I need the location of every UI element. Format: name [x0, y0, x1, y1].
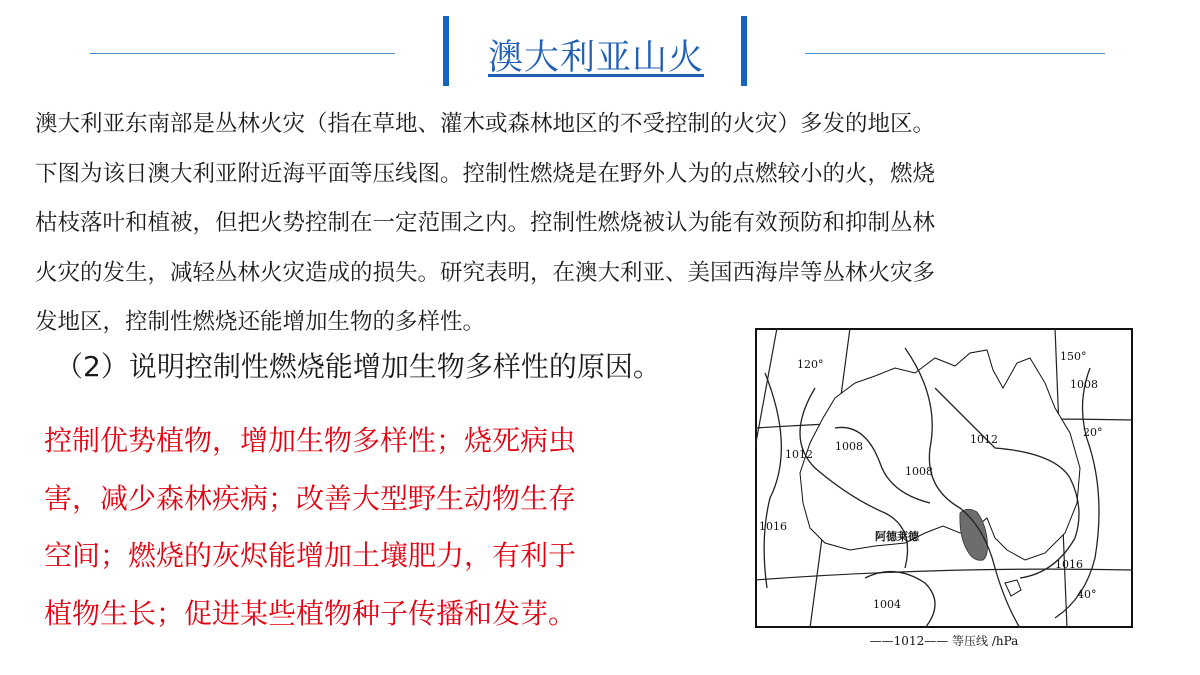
- label-lon-150: 150°: [1060, 350, 1087, 363]
- label-isobar-1008: 1008: [835, 440, 863, 453]
- label-isobar-1012: 1012: [785, 448, 813, 461]
- isobar-map-svg: [755, 328, 1133, 628]
- intro-line: 火灾的发生，减轻丛林火灾造成的损失。研究表明，在澳大利亚、美国西海岸等丛林火灾多: [35, 259, 936, 286]
- answer-line: 植物生长；促进某些植物种子传播和发芽。: [44, 596, 577, 630]
- label-lat-20: 20°: [1083, 426, 1103, 439]
- intro-line: 枯枝落叶和植被，但把火势控制在一定范围之内。控制性燃烧被认为能有效预防和抑制丛林: [35, 210, 936, 236]
- intro-line: 下图为该日澳大利亚附近海平面等压线图。控制性燃烧是在野外人为的点燃较小的火，燃烧: [35, 160, 936, 187]
- title-rule-right: [805, 53, 1105, 54]
- label-city-adelaide: 阿德莱德: [875, 530, 919, 543]
- title-bar-right: [741, 16, 747, 86]
- label-isobar-1008: 1008: [1070, 378, 1098, 391]
- question-text: （2）说明控制性燃烧能增加生物多样性的原因。: [55, 350, 661, 383]
- label-isobar-1016: 1016: [759, 520, 787, 533]
- label-isobar-1012: 1012: [970, 433, 998, 446]
- title-rule-left: [90, 53, 395, 54]
- title-bar-left: [443, 16, 449, 86]
- label-isobar-1016: 1016: [1055, 558, 1083, 571]
- label-lat-40: 40°: [1077, 588, 1097, 601]
- isobar-map: [755, 328, 1133, 650]
- label-isobar-1004: 1004: [873, 598, 901, 611]
- answer-line: 空间；燃烧的灰烬能增加土壤肥力，有利于: [44, 539, 577, 572]
- label-isobar-1008: 1008: [905, 465, 933, 478]
- map-legend: ——1012—— 等压线 /hPa: [869, 634, 1019, 648]
- label-lon-120: 120°: [797, 358, 824, 371]
- intro-line: 发地区，控制性燃烧还能增加生物的多样性。: [35, 309, 486, 335]
- intro-line: 澳大利亚东南部是丛林火灾（指在草地、灌木或森林地区的不受控制的火灾）多发的地区。: [35, 111, 936, 137]
- answer-text: [44, 412, 684, 642]
- page-title[interactable]: 澳大利亚山火: [487, 38, 704, 78]
- answer-line: 控制优势植物，增加生物多样性；烧死病虫: [44, 424, 577, 457]
- intro-paragraph: [35, 100, 1150, 348]
- answer-line: 害，减少森林疾病；改善大型野生动物生存: [44, 481, 577, 515]
